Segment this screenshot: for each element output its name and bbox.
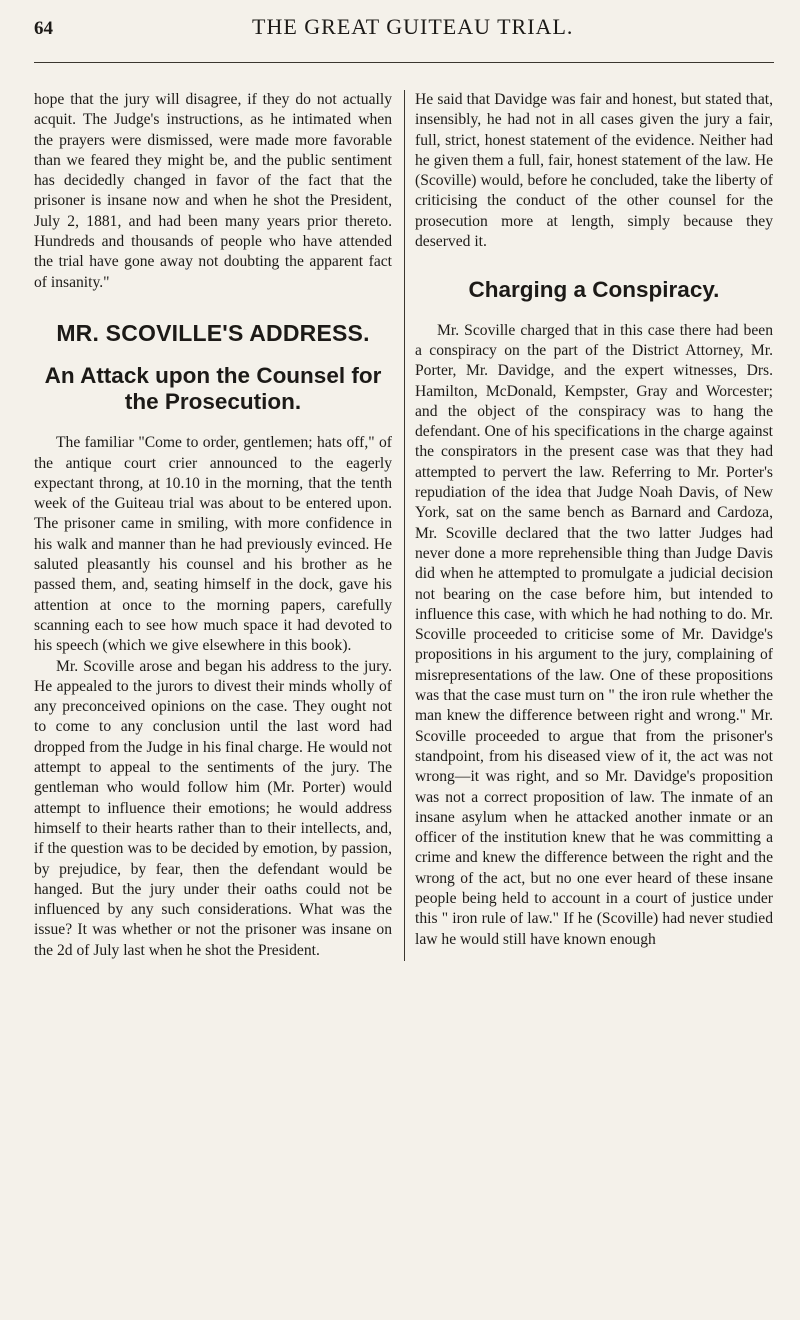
left-paragraph-1: hope that the jury will disagree, if they do not actually acquit. The Judge's instructions, as he intimated when the prayers were dismissed, were made more favorable than we feared they might be, and the public sentiment has decidedly changed in favor of the fact that the prisoner is insane now and when he shot the President, July 2, 1881, and had been many years prior thereto. Hundreds and thousands of people who have attended the trial have gone away not doubting the apparent fact of insanity.": [34, 91, 392, 291]
left-column: [34, 90, 392, 961]
right-paragraph-2: Mr. Scoville charged that in this case there had been a conspiracy on the part of the District Attorney, Mr. Porter, Mr. Davidge, and the expert witnesses, Drs. Hamilton, McDonald, Kempster, Gray and Worcester; and the object of the conspiracy was to hang the defendant. One of his specifications in the charge against the conspirators in the present case was that they had attempted to pervert the law. Referring to Mr. Porter's repudiation of the idea that Judge Noah Davis, of New York, sat on the same bench as Barnard and Cardoza, Mr. Scoville declared that the two latter Judges had never done a more reprehensible thing than Judge Davis did when he attempted to promulgate a judicial decision not bearing on the case before him, but intended to influence this case, with which he had nothing to do. Mr. Scoville proceeded to criticise some of Mr. Davidge's propositions in his argument to the jury, complaining of misrepresentations of the law. One of these propositions was that the case must turn on " the iron rule whether the man knew the difference between right and wrong." Mr. Scoville proceeded to argue that from the prisoner's standpoint, from his diseased view of it, the act was not wrong—it was right, and so Mr. Davidge's proposition was not a correct proposition of law. The inmate of an insane asylum when he attacked another inmate or an officer of the institution knew that he was committing a crime and knew the difference between the right and the wrong of the act, but no one ever heard of these insane people being held to account in a court of justice under this " iron rule of law." If he (Scoville) had never studied law he would still have known enough: [415, 321, 773, 948]
right-column: [411, 90, 773, 961]
column-divider: [404, 90, 405, 961]
section-heading-conspiracy: Charging a Conspiracy.: [468, 277, 720, 303]
left-paragraph-2: The familiar "Come to order, gentlemen; hats off," of the antique court crier announced to the eagerly expectant throng, at 10.10 in the morning, that the tenth week of the Guiteau trial was about to be entered upon. The prisoner came in smiling, with more confidence in his walk and manner than he had previously evinced. He saluted pleasantly his counsel and his brother as he passed them, and, seating himself in the dock, gave his attention at once to the morning papers, carefully scanning each to see how much space it had devoted to his speech (which we give elsewhere in this book).: [34, 434, 392, 655]
header-rule: [34, 62, 774, 63]
running-title: THE GREAT GUITEAU TRIAL.: [252, 14, 574, 39]
section-subheading-attack: An Attack upon the Counsel for the Prosecution.: [44, 363, 382, 415]
page-number: 64: [34, 18, 53, 39]
running-head: [34, 14, 786, 58]
right-paragraph-1: He said that Davidge was fair and honest, but stated that, insensibly, he had not in all cases given the jury a fair, full, strict, honest statement of the evidence. Neither had he given them a full, fair, honest statement of the law. He (Scoville) would, before he concluded, take the liberty of criticising the conduct of the other counsel for the prosecution more at length, simply because they deserved it.: [415, 91, 773, 251]
text-columns: [34, 90, 786, 961]
section-heading-scoville-address: MR. SCOVILLE'S ADDRESS.: [56, 319, 370, 346]
left-paragraph-3: Mr. Scoville arose and began his address to the jury. He appealed to the jurors to divest their minds wholly of any preconceived opinions on the case. They ought not to come to any conclusion until the last word had dropped from the Judge in his final charge. He would not attempt to appeal to the sentiments of the jury. The gentleman who would follow him (Mr. Porter) would attempt to influence their emotions; he would address himself to their hearts rather than to their intellects, and, if the question was to be decided by emotion, by passion, by prejudice, by fear, then the defendant would be hanged. But the jury under their oaths could not be influenced by any such considerations. What was the issue? It was whether or not the prisoner was insane on the 2d of July last when he shot the President.: [34, 657, 392, 959]
